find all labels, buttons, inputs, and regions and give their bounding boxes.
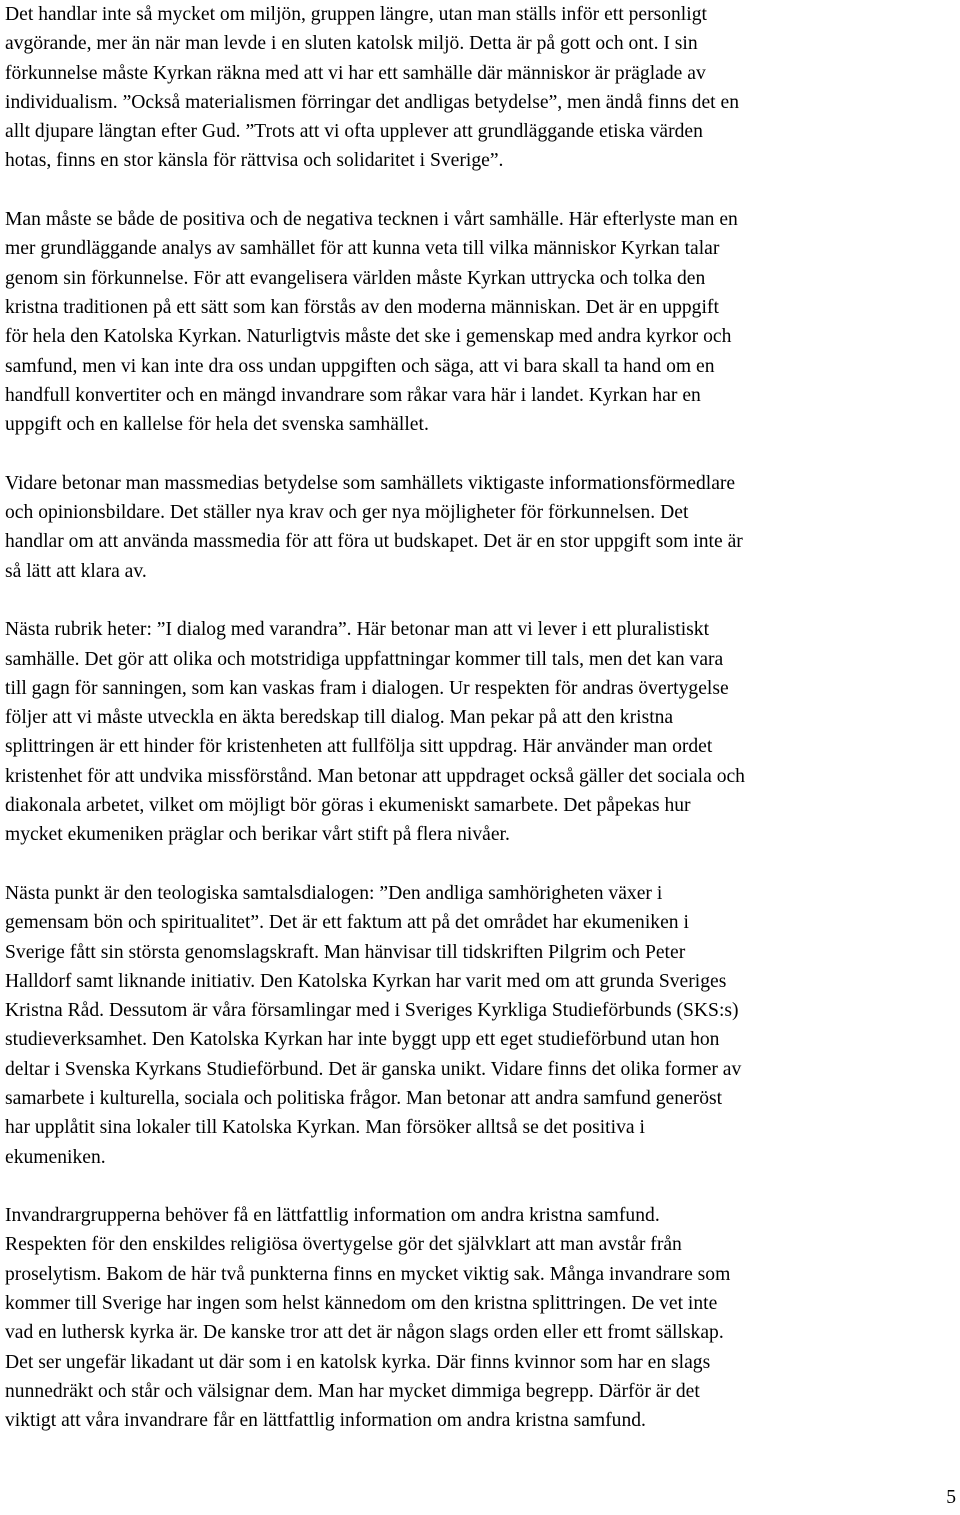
text-line: Halldorf samt liknande initiativ. Den Katolska Kyrkan har varit med om att grunda Sveriges: [5, 970, 727, 992]
text-line: gemensam bön och spiritualitet”. Det är ett faktum att på det området har ekumeniken i: [5, 912, 689, 934]
paragraph: [5, 205, 957, 439]
text-line: och opinionsbildare. Det ställer nya krav och ger nya möjligheter för förkunnelsen. Det: [5, 502, 689, 524]
text-line: proselytism. Bakom de här två punkterna finns en mycket viktig sak. Många invandrare som: [5, 1263, 731, 1285]
text-line: studieverksamhet. Den Katolska Kyrkan har inte byggt upp ett eget studieförbund utan hon: [5, 1029, 720, 1051]
paragraph: [5, 469, 957, 586]
document-page: [5, 0, 957, 1436]
text-line: Nästa rubrik heter: ”I dialog med varandra”. Här betonar man att vi lever i ett pluralistiskt: [5, 619, 710, 641]
page-number: 5: [946, 1487, 956, 1508]
text-line: viktigt att våra invandrare får en lättfattlig information om andra kristna samfund.: [5, 1410, 646, 1432]
text-line: diakonala arbetet, vilket om möjligt bör göras i ekumeniskt samarbete. Det påpekas hur: [5, 795, 691, 817]
paragraph: [5, 879, 957, 1172]
text-line: Respekten för den enskildes religiösa övertygelse gör det självklart att man avstår från: [5, 1234, 682, 1256]
text-line: följer att vi måste utveckla en äkta beredskap till dialog. Man pekar på att den kristna: [5, 707, 674, 729]
text-line: Sverige fått sin största genomslagskraft. Man hänvisar till tidskriften Pilgrim och Peter: [5, 941, 686, 963]
text-line: uppgift och en kallelse för hela det svenska samhället.: [5, 414, 429, 436]
text-line: genom sin förkunnelse. För att evangelisera världen måste Kyrkan uttrycka och tolka den: [5, 267, 706, 289]
text-line: individualism. ”Också materialismen förringar det andligas betydelse”, men ändå finns det en: [5, 91, 739, 113]
text-line: ekumeniken.: [5, 1146, 106, 1168]
text-line: Nästa punkt är den teologiska samtalsdialogen: ”Den andliga samhörigheten växer i: [5, 882, 663, 904]
text-line: samarbete i kulturella, sociala och politiska frågor. Man betonar att andra samfund generöst: [5, 1087, 723, 1109]
text-line: samfund, men vi kan inte dra oss undan uppgiften och säga, att vi bara skall ta hand om en: [5, 355, 715, 377]
text-line: Vidare betonar man massmedias betydelse som samhällets viktigaste informationsförmedlare: [5, 472, 736, 494]
text-line: mer grundläggande analys av samhället för att kunna veta till vilka människor Kyrkan talar: [5, 238, 720, 260]
text-line: hotas, finns en stor känsla för rättvisa och solidaritet i Sverige”.: [5, 150, 504, 172]
text-line: nunnedräkt och står och välsignar dem. Man har mycket dimmiga begrepp. Därför är det: [5, 1380, 700, 1402]
text-line: så lätt att klara av.: [5, 560, 147, 582]
text-line: vad en luthersk kyrka är. De kanske tror att det är någon slags orden eller ett fromt sällskap.: [5, 1322, 724, 1344]
paragraph: [5, 0, 957, 176]
text-line: allt djupare längtan efter Gud. ”Trots att vi ofta upplever att grundläggande etiska värden: [5, 121, 703, 143]
text-line: kommer till Sverige har ingen som helst kännedom om den kristna splittringen. De vet inte: [5, 1293, 718, 1315]
text-line: kristenhet för att undvika missförstånd. Man betonar att uppdraget också gäller det sociala och: [5, 765, 745, 787]
text-line: deltar i Svenska Kyrkans Studieförbund. Det är ganska unikt. Vidare finns det olika former av: [5, 1058, 742, 1080]
text-line: Man måste se både de positiva och de negativa tecknen i vårt samhälle. Här efterlyste man en: [5, 209, 738, 231]
text-line: mycket ekumeniken präglar och berikar vårt stift på flera nivåer.: [5, 824, 510, 846]
text-line: har upplåtit sina lokaler till Katolska Kyrkan. Man försöker alltså se det positiva i: [5, 1117, 645, 1139]
text-line: för hela den Katolska Kyrkan. Naturligtvis måste det ske i gemenskap med andra kyrkor och: [5, 326, 732, 348]
text-line: Kristna Råd. Dessutom är våra församlingar med i Sveriges Kyrkliga Studieförbunds (SKS:s): [5, 1000, 739, 1022]
text-line: till gagn för sanningen, som kan vaskas fram i dialogen. Ur respekten för andras övertygelse: [5, 677, 729, 699]
paragraph: [5, 615, 957, 849]
text-line: handlar om att använda massmedia för att föra ut budskapet. Det är en stor uppgift som inte är: [5, 531, 743, 553]
text-line: Invandrargrupperna behöver få en lättfattlig information om andra kristna samfund.: [5, 1205, 660, 1227]
text-line: Det handlar inte så mycket om miljön, gruppen längre, utan man ställs inför ett personligt: [5, 4, 707, 25]
text-line: förkunnelse måste Kyrkan räkna med att vi har ett samhälle där människor är präglade av: [5, 62, 706, 84]
text-line: handfull konvertiter och en mängd invandrare som råkar vara här i landet. Kyrkan har en: [5, 384, 701, 406]
paragraph: [5, 1201, 957, 1435]
text-line: Det ser ungefär likadant ut där som i en katolsk kyrka. Där finns kvinnor som har en slags: [5, 1351, 711, 1373]
text-line: avgörande, mer än när man levde i en sluten katolsk miljö. Detta är på gott och ont. I sin: [5, 33, 698, 55]
text-line: kristna traditionen på ett sätt som kan förstås av den moderna människan. Det är en uppgift: [5, 296, 719, 318]
text-line: splittringen är ett hinder för kristenheten att fullfölja sitt uppdrag. Här använder man ordet: [5, 736, 713, 758]
text-line: samhälle. Det gör att olika och motstridiga uppfattningar kommer till tals, men det kan vara: [5, 648, 724, 670]
